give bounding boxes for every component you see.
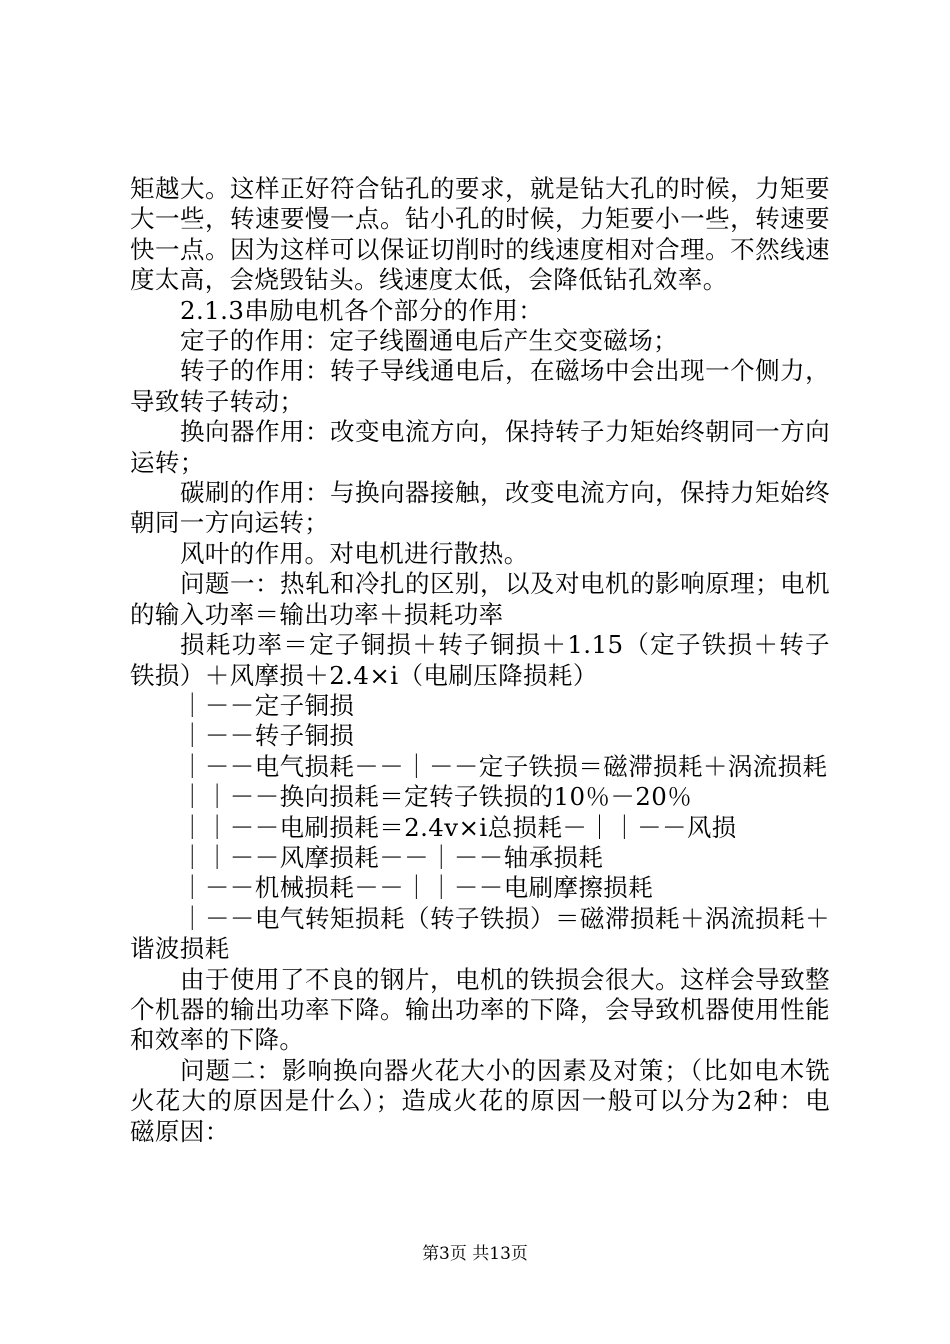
paragraph-iron-loss-effect: 由于使用了不良的钢片，电机的铁损会很大。这样会导致整个机器的输出功率下降。输出功率的下降，会导致机器使用性能和效率的下降。: [130, 964, 830, 1055]
paragraph-question-one: 问题一：热轧和冷扎的区别，以及对电机的影响原理；电机的输入功率＝输出功率＋损耗功率: [130, 569, 830, 629]
paragraph-torque-intro: 矩越大。这样正好符合钻孔的要求，就是钻大孔的时候，力矩要大一些，转速要慢一点。钻小孔的时候，力矩要小一些，转速要快一点。因为这样可以保证切削时的线速度相对合理。不然线速度太高，会烧毁钻头。线速度太低，会降低钻孔效率。: [130, 174, 830, 295]
loss-tree-line: ｜－－电气损耗－－｜－－定子铁损＝磁滞损耗＋涡流损耗: [180, 751, 828, 781]
section-heading-2-1-3: 2.1.3串励电机各个部分的作用：: [180, 295, 544, 325]
paragraph-question-two: 问题二：影响换向器火花大小的因素及对策；（比如电木铣火花大的原因是什么）；造成火花的原因一般可以分为2种：电磁原因：: [130, 1055, 830, 1146]
loss-tree-line: ｜｜－－换向损耗＝定转子铁损的10％－20％: [180, 782, 693, 812]
loss-tree-line: ｜｜－－电刷损耗＝2.4v×i总损耗－｜｜－－风损: [180, 812, 737, 842]
loss-tree-line: ｜－－机械损耗－－｜｜－－电刷摩擦损耗: [180, 873, 654, 903]
loss-tree-line: ｜－－定子铜损: [180, 690, 355, 720]
paragraph-rotor: 转子的作用：转子导线通电后，在磁场中会出现一个侧力，导致转子转动；: [130, 356, 830, 416]
paragraph-loss-formula: 损耗功率＝定子铜损＋转子铜损＋1.15（定子铁损＋转子铁损）＋风摩损＋2.4×i（电刷压降损耗）: [130, 630, 830, 690]
paragraph-fan: 风叶的作用。对电机进行散热。: [180, 538, 529, 568]
paragraph-commutator: 换向器作用：改变电流方向，保持转子力矩始终朝同一方向运转；: [130, 417, 830, 477]
loss-tree-line: ｜｜－－风摩损耗－－｜－－轴承损耗: [180, 842, 604, 872]
paragraph-stator: 定子的作用：定子线圈通电后产生交变磁场；: [180, 326, 678, 356]
page-footer: 第3页 共13页: [422, 1244, 528, 1264]
document-body: [130, 174, 830, 1147]
loss-tree-line: ｜－－转子铜损: [180, 721, 355, 751]
loss-tree-line: ｜－－电气转矩损耗（转子铁损）＝磁滞损耗＋涡流损耗＋谐波损耗: [130, 903, 830, 964]
paragraph-carbon-brush: 碳刷的作用：与换向器接触，改变电流方向，保持力矩始终朝同一方向运转；: [130, 478, 830, 538]
